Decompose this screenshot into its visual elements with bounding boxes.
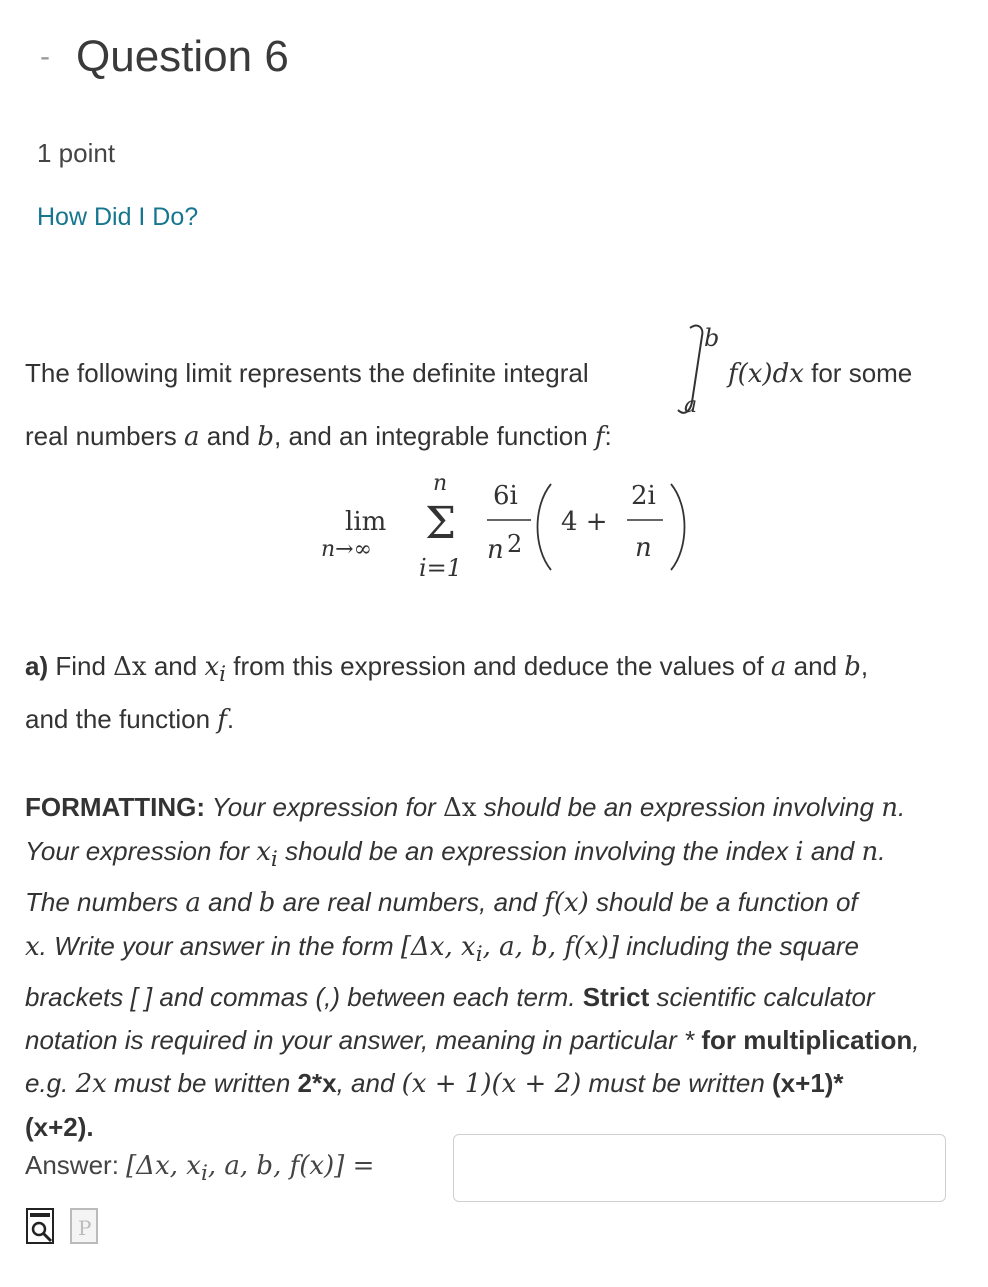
frac1-denominator: n (487, 535, 504, 565)
formatting-instructions: FORMATTING: Your expression for Δx should be an expression involving n. Your expression for $x_i$ should be an expression involving the index i and n. The numbers a and b are real numbers, and f(x) should be a function of x. Write your answer in the form [Δx, $x_i$, a, b, f(x)] including the square brackets [ ] and commas (,) between each term. Strict scientific calculator notation is required in your answer, meaning in particular * for multiplication, e.g. 2x must be written 2*x, and (x + 1)(x + 2) must be written (x+1)* (x+2). (25, 792, 920, 1143)
frac1-numerator: 6i (493, 481, 518, 511)
preview-icon[interactable] (25, 1207, 57, 1247)
question-title: Question 6 (76, 32, 289, 81)
sigma-symbol: Σ (425, 498, 457, 549)
integral-upper-limit: b (704, 324, 720, 352)
how-did-i-do-link[interactable]: How Did I Do? (37, 203, 199, 231)
answer-label: Answer: [Δx, $x_i$, a, b, f(x)] = (25, 1150, 375, 1187)
intro-text-line2: real numbers a and b, and an integrable function f: (25, 421, 612, 452)
integrand: f(x)dx (728, 359, 804, 389)
svg-text:P: P (78, 1216, 92, 1240)
lim-subscript: n→∞ (321, 537, 372, 562)
integral-lower-limit: a (684, 393, 698, 418)
part-a-question: a) Find Δx and $x_i$ from this expression and deduce the values of a and b, and the function f. (25, 651, 869, 736)
frac2-numerator: 2i (631, 481, 656, 511)
sum-lower: i=1 (419, 554, 463, 582)
right-paren (671, 484, 685, 570)
equation-palette-icon[interactable] (69, 1207, 101, 1247)
intro-text-line1-end: f(x)dx for some (728, 358, 913, 389)
left-paren (538, 484, 552, 570)
points-label: 1 point (37, 138, 116, 168)
sum-upper: n (433, 471, 448, 496)
constant-four-plus: 4 + (561, 507, 608, 537)
frac2-denominator: n (635, 533, 652, 563)
intro-text-line1: The following limit represents the definite integral (25, 358, 589, 388)
collapse-toggle[interactable]: - (40, 40, 50, 73)
lim-text: lim (345, 507, 387, 537)
frac1-denominator-exponent: 2 (507, 530, 523, 558)
limit-expression (315, 466, 695, 586)
answer-input[interactable] (453, 1134, 946, 1202)
